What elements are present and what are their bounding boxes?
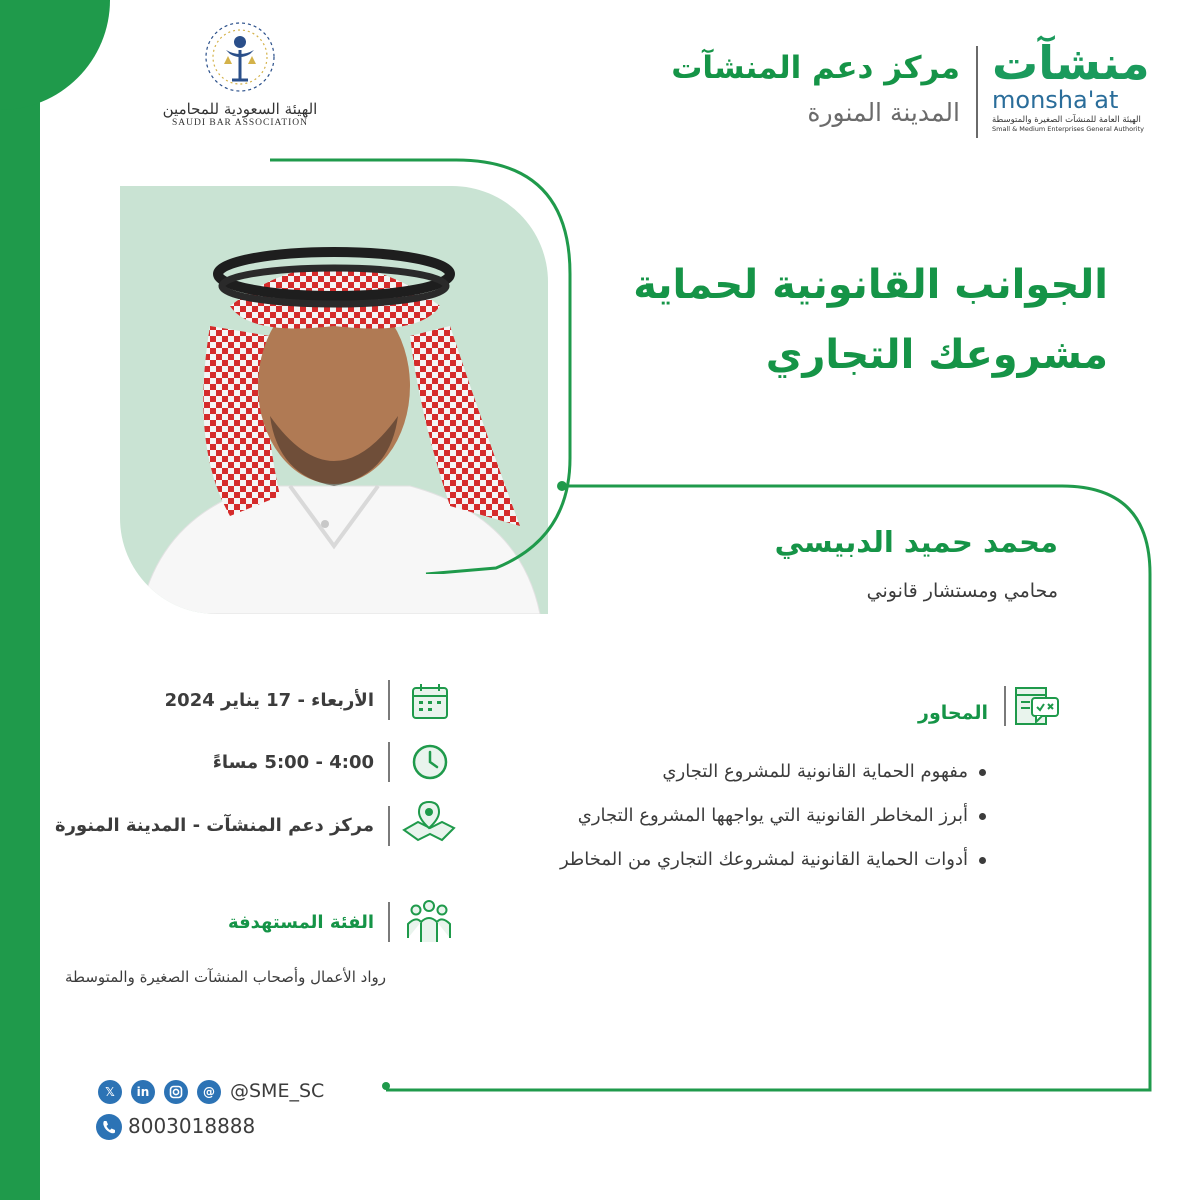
date-separator xyxy=(388,680,390,720)
bullet-icon xyxy=(979,769,986,776)
phone-number[interactable]: 8003018888 xyxy=(128,1114,256,1138)
event-title xyxy=(548,250,1108,390)
center-city: المدينة المنورة xyxy=(807,98,960,127)
calendar-icon xyxy=(410,682,450,722)
instagram-icon[interactable] xyxy=(164,1080,188,1104)
topics-title: المحاور xyxy=(918,702,988,724)
topics-separator xyxy=(1004,686,1006,726)
instagram-glyph-icon xyxy=(164,1080,188,1104)
monshaat-subtitle-en: Small & Medium Enterprises General Authority xyxy=(992,125,1144,133)
bar-association-logo xyxy=(160,20,320,128)
linkedin-icon[interactable]: in xyxy=(131,1080,155,1104)
bar-association-name-ar: الهيئة السعودية للمحامين xyxy=(162,100,318,118)
monshaat-logo xyxy=(992,36,1172,133)
bar-association-name-en: SAUDI BAR ASSOCIATION xyxy=(171,118,309,128)
header-divider xyxy=(976,46,978,138)
monshaat-name-ar: منشآت xyxy=(992,36,1150,90)
event-title-line2: مشروعك التجاري xyxy=(765,332,1108,378)
discussion-topics-icon xyxy=(1014,684,1060,730)
bullet-icon xyxy=(979,813,986,820)
topic-item xyxy=(284,794,984,838)
topic-text: أبرز المخاطر القانونية التي يواجهها المشروع التجاري xyxy=(577,805,968,826)
social-handle[interactable]: @SME_SC xyxy=(230,1080,325,1102)
topic-text: أدوات الحماية القانونية لمشروعك التجاري من المخاطر xyxy=(560,849,968,870)
event-date: الأربعاء - 17 يناير 2024 xyxy=(164,690,374,711)
topic-text: مفهوم الحماية القانونية للمشروع التجاري xyxy=(662,761,968,782)
event-title-line1: الجوانب القانونية لحماية xyxy=(633,262,1108,308)
corner-green-circle xyxy=(0,0,110,110)
left-green-band xyxy=(0,0,40,1200)
audience-separator xyxy=(388,902,390,942)
topic-item xyxy=(284,750,984,794)
threads-icon[interactable]: @ xyxy=(197,1080,221,1104)
event-location: مركز دعم المنشآت - المدينة المنورة xyxy=(55,815,374,836)
monshaat-subtitle-ar: الهيئة العامة للمنشآت الصغيرة والمتوسطة xyxy=(992,115,1141,125)
event-time: 4:00 - 5:00 مساءً xyxy=(212,752,374,773)
center-name: مركز دعم المنشآت xyxy=(671,50,960,86)
topics-list xyxy=(284,750,984,882)
phone-glyph-icon xyxy=(96,1114,122,1140)
speaker-name: محمد حميد الدبيسي xyxy=(774,525,1058,559)
audience-title: الفئة المستهدفة xyxy=(227,912,374,933)
x-icon[interactable]: 𝕏 xyxy=(98,1080,122,1104)
topic-item xyxy=(284,838,984,882)
bullet-icon xyxy=(979,857,986,864)
speaker-role: محامي ومستشار قانوني xyxy=(866,580,1058,602)
phone-icon[interactable] xyxy=(96,1114,122,1140)
bar-association-emblem-icon xyxy=(200,20,280,94)
monshaat-name-en: monsha'at xyxy=(992,86,1119,114)
people-group-icon xyxy=(404,898,454,946)
audience-text: رواد الأعمال وأصحاب المنشآت الصغيرة والمتوسطة xyxy=(65,968,387,986)
